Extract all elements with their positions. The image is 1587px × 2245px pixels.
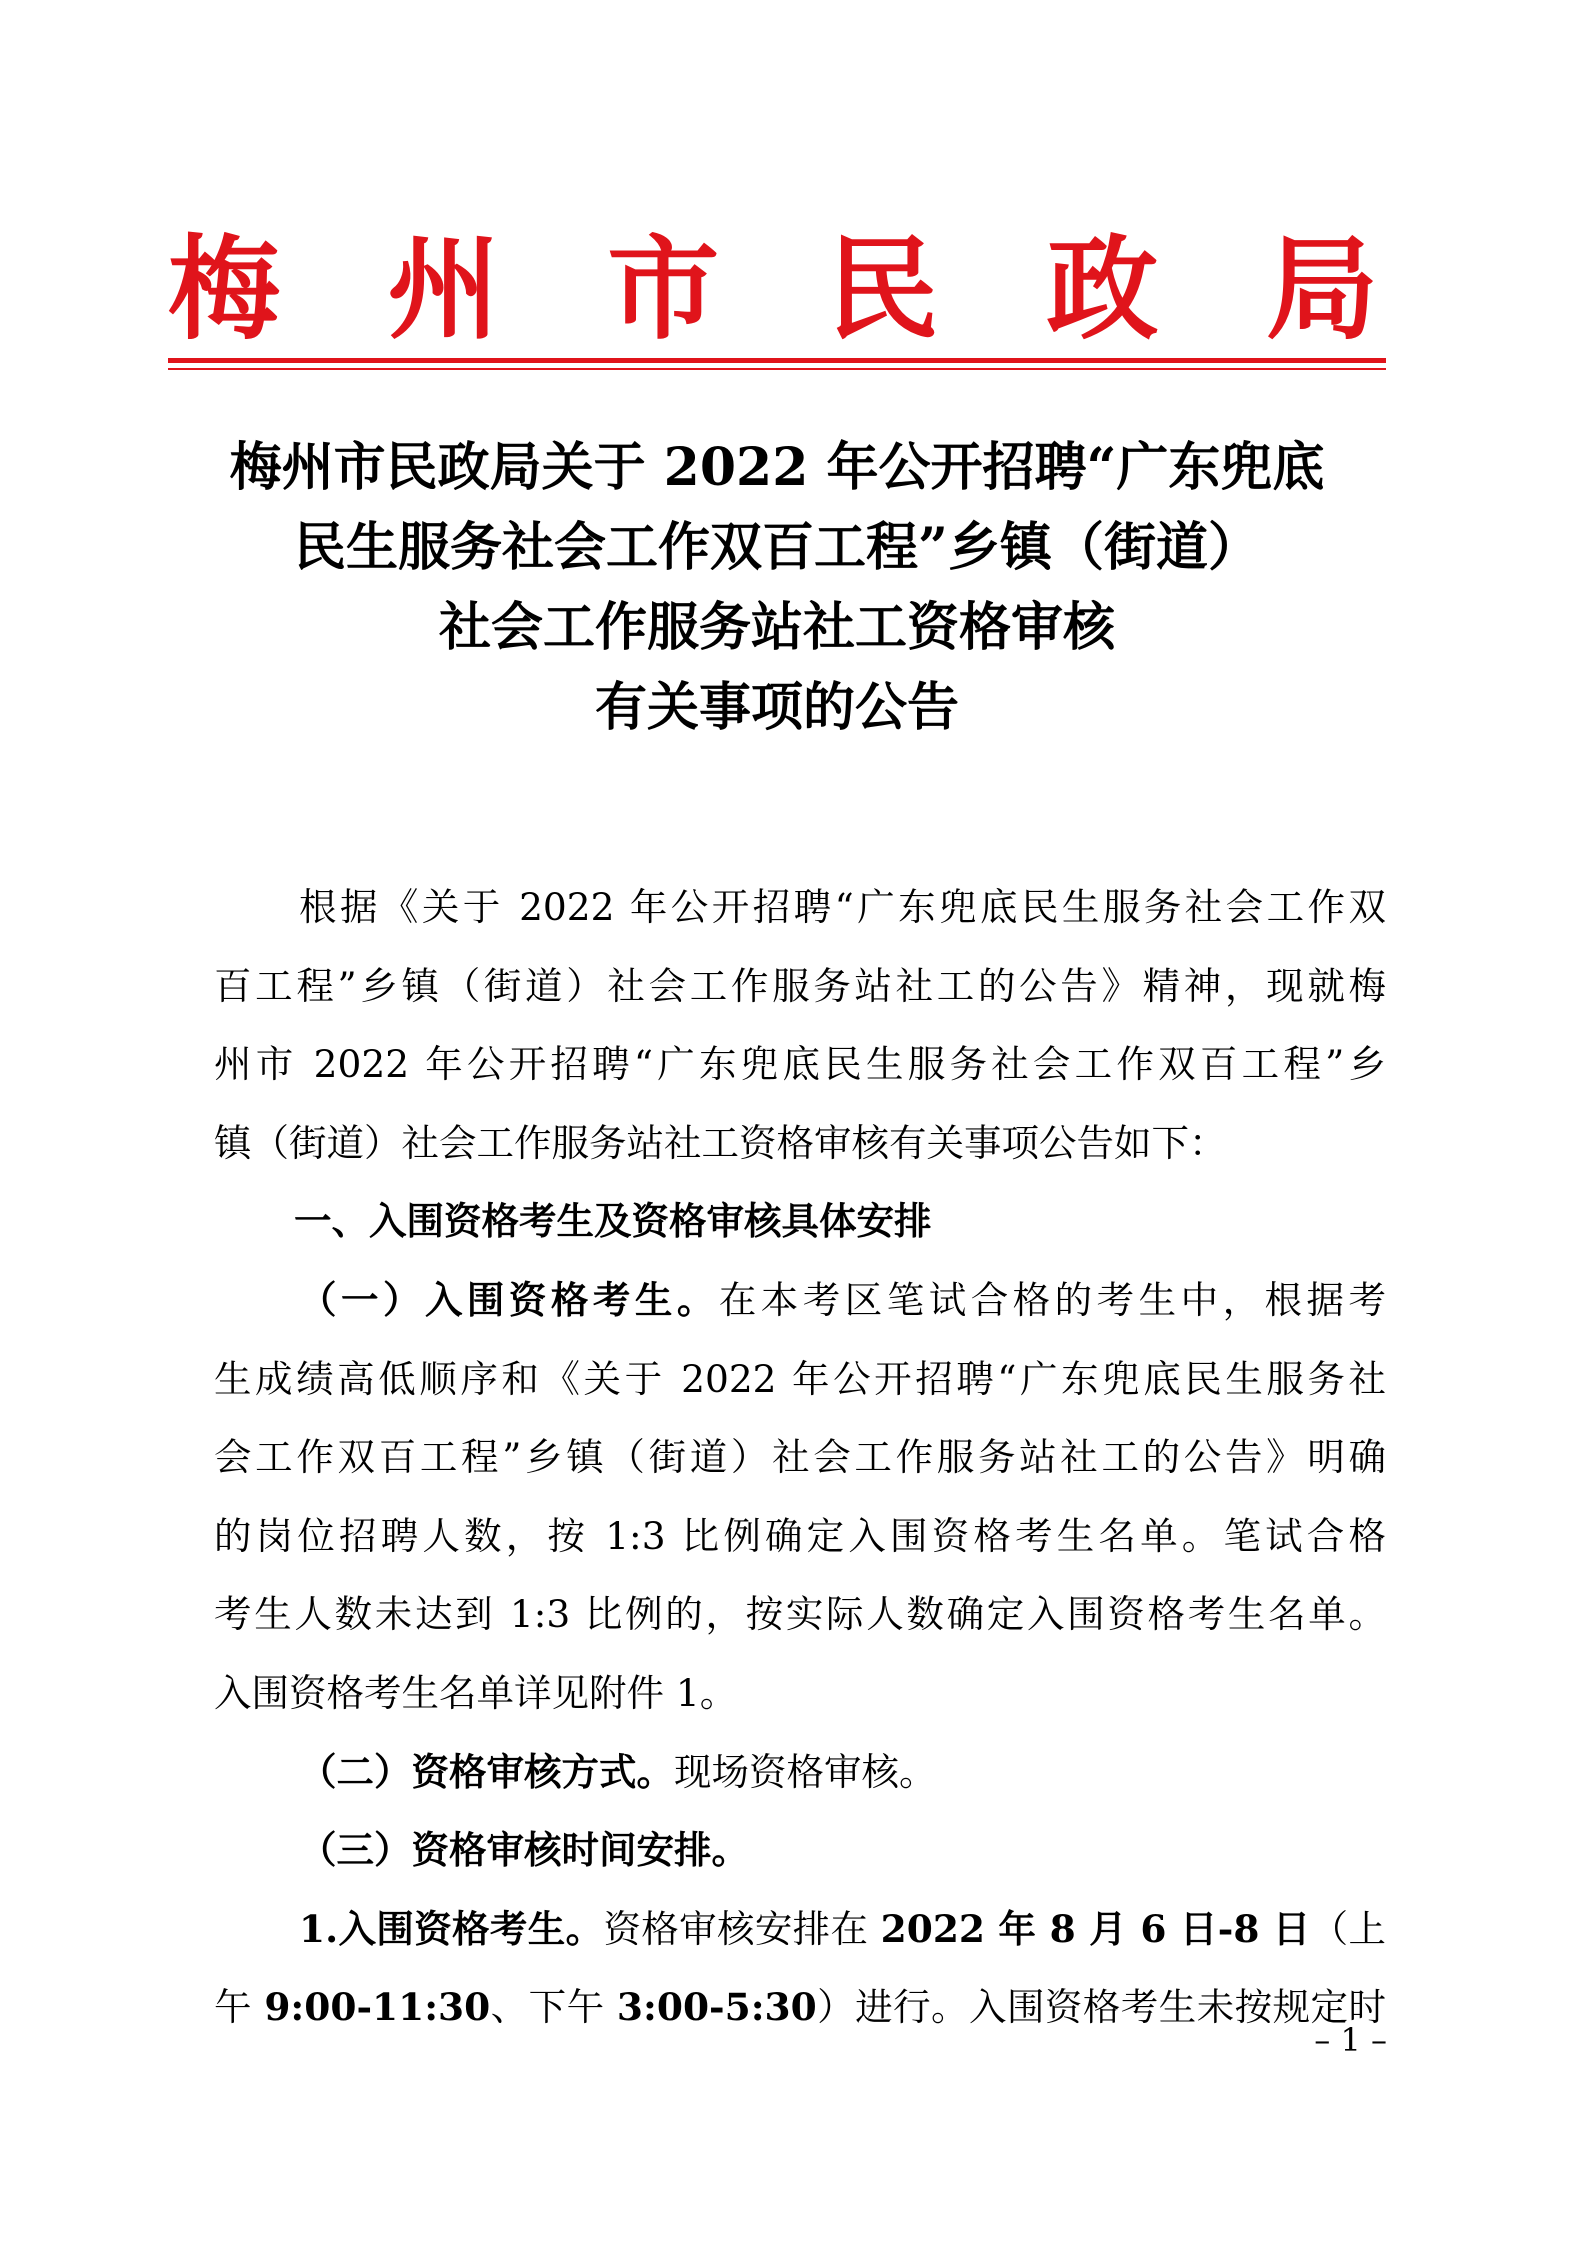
sub-1-text-1: 资格审核安排在 [603,1906,881,1951]
masthead-char-5: 政 [1046,224,1159,355]
item-2-rest: 现场资格审核。 [674,1749,937,1794]
intro-line-2: 百工程”乡镇（街道）社会工作服务站社工的公告》精神，现就梅 [214,963,1386,1008]
title-line-3: 社会工作服务站社工资格审核 [438,597,1115,658]
document-body [214,868,1386,2047]
sub-1-text-2: （上 [1310,1906,1387,1951]
masthead-divider-thick [168,358,1386,363]
intro-line-3: 州市 2022 年公开招聘“广东兜底民生服务社会工作双百工程”乡 [214,1042,1386,1087]
item-1-label: （一）入围资格考生。 [299,1277,719,1322]
sub-1-line-2 [214,1968,1386,2047]
masthead-char-6: 局 [1265,224,1378,355]
masthead-char-1: 梅 [168,224,280,355]
document-title [168,428,1386,748]
item-1-line-3: 会工作双百工程”乡镇（街道）社会工作服务站社工的公告》明确 [214,1435,1386,1480]
masthead-org-name [168,215,1378,365]
title-line-1: 梅州市民政局关于 2022 年公开招聘“广东兜底 [229,437,1325,498]
masthead-divider-thin [168,368,1386,370]
item-1-line-5: 考生人数未达到 1:3 比例的，按实际人数确定入围资格考生名单。 [214,1592,1386,1637]
intro-line-1: 根据《关于 2022 年公开招聘“广东兜底民生服务社会工作双 [299,885,1386,929]
sub-1-line-1 [214,1890,1386,1969]
item-1-first-rest: 在本考区笔试合格的考生中，根据考 [718,1277,1387,1322]
item-2-line [214,1733,1386,1812]
sub-1-date: 2022 年 8 月 6 日-8 日 [880,1906,1311,1951]
masthead-char-3: 市 [607,224,720,355]
item-3-label: （三）资格审核时间安排。 [299,1828,749,1873]
section-1-heading: 一、入围资格考生及资格审核具体安排 [294,1199,932,1244]
sub-1-label: 1.入围资格考生。 [299,1906,604,1951]
intro-line-4: 镇（街道）社会工作服务站社工资格审核有关事项公告如下： [214,1120,1227,1165]
sub-1-line2-b: 、下午 [490,1985,617,2030]
masthead-char-2: 州 [387,224,500,355]
item-1-line-1 [214,1261,1386,1340]
sub-1-line2-c: ）进行。入围资格考生未按规定时 [816,1985,1387,2030]
item-2-label: （二）资格审核方式。 [299,1749,674,1794]
title-line-4: 有关事项的公告 [594,677,959,738]
item-1-line-2: 生成绩高低顺序和《关于 2022 年公开招聘“广东兜底民生服务社 [214,1356,1386,1401]
item-1-line-4: 的岗位招聘人数，按 1:3 比例确定入围资格考生名单。笔试合格 [214,1513,1386,1558]
sub-1-time-pm: 3:00-5:30 [616,1985,817,2030]
sub-1-time-am: 9:00-11:30 [264,1985,491,2030]
item-3-line [214,1811,1386,1890]
page-number: – 1 – [1314,2021,1387,2059]
item-1-line-6: 入围资格考生名单详见附件 1。 [214,1670,738,1715]
sub-1-line2-a: 午 [214,1985,265,2030]
masthead-char-4: 民 [826,224,939,355]
title-line-2: 民生服务社会工作双百工程”乡镇（街道） [294,517,1260,578]
